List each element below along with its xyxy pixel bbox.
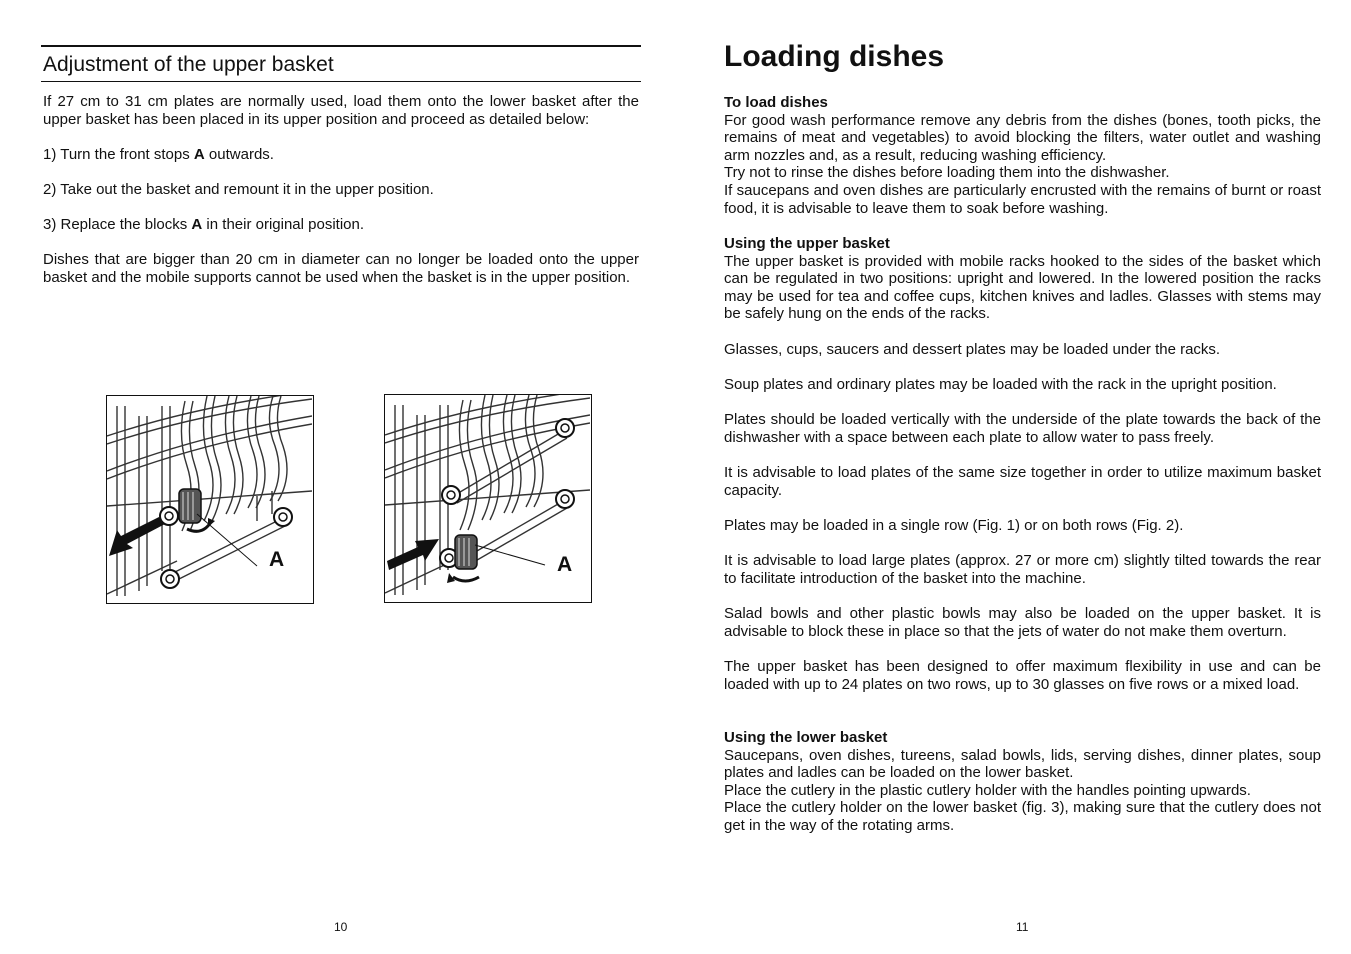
section-heading: To load dishes [724,94,828,111]
step-1: 1) Turn the front stops A outwards. [43,146,274,163]
page-number: 10 [334,920,348,934]
step-3: 3) Replace the blocks A in their original position. [43,216,365,233]
paragraph: It is advisable to load plates of the same size together in order to utilize maximum basket capacity. [724,464,1321,499]
to-load-dishes-section [724,94,1321,217]
page-title: Loading dishes [724,40,945,73]
paragraph: The upper basket has been designed to offer maximum flexibility in use and can be loaded with up to 24 plates on two rows, up to 30 glasses on five rows or a mixed load. [724,658,1321,693]
rotate-arrow-icon [453,577,479,581]
paragraph: Plates should be loaded vertically with the underside of the plate towards the back of the dishwasher with a space between each plate to allow water to pass freely. [724,411,1321,446]
section-heading: Using the lower basket [724,729,888,746]
paragraph: It is advisable to load large plates (approx. 27 or more cm) slightly tilted towards the rear to facilitate introduction of the basket into the machine. [724,552,1321,587]
front-stop-block [455,535,477,569]
front-stops-outward-illustration [106,395,314,604]
paragraph: The upper basket is provided with mobile racks hooked to the sides of the basket which can be regulated in two positions: upright and lowered. In the lowered position the racks may be used for tea and coffee cups, kitchen knives and ladles. Glasses with stems may be safely hung on the ends of the racks. [724,252,1321,323]
paragraph: Place the cutlery holder on the lower basket (fig. 3), making sure that the cutlery does not get in the way of the rotating arms. [724,799,1321,834]
upper-basket-section [724,235,1321,323]
page-number: 11 [1016,920,1029,934]
note-paragraph: Dishes that are bigger than 20 cm in diameter can no longer be loaded onto the upper basket and the mobile supports cannot be used when the basket is in the upper position. [43,251,639,286]
paragraph: Plates may be loaded in a single row (Fig. 1) or on both rows (Fig. 2). [724,517,1184,534]
intro-paragraph: If 27 cm to 31 cm plates are normally used, load them onto the lower basket after the upper basket has been placed in its upper position and proceed as detailed below: [43,93,639,128]
paragraph: Glasses, cups, saucers and dessert plates may be loaded under the racks. [724,341,1221,358]
section-header [41,45,641,82]
paragraph: Soup plates and ordinary plates may be loaded with the rack in the upright position. [724,376,1277,393]
basket-illustration-right [385,395,590,601]
paragraph: Place the cutlery in the plastic cutlery holder with the handles pointing upwards. [724,781,1251,799]
section-title: Adjustment of the upper basket [43,53,334,76]
lower-basket-section [724,729,1321,835]
paragraph: If saucepans and oven dishes are particularly encrusted with the remains of burnt or roast food, it is advisable to leave them to soak before washing. [724,181,1321,217]
figure-label-a-right: A [557,553,573,576]
paragraph: Saucepans, oven dishes, tureens, salad bowls, lids, serving dishes, dinner plates, soup plates and ladles can be loaded on the lower basket. [724,746,1321,782]
step-2: 2) Take out the basket and remount it in the upper position. [43,181,434,198]
blocks-replaced-illustration [384,394,592,603]
paragraph: Try not to rinse the dishes before loading them into the dishwasher. [724,164,1170,182]
figure-label-a-left: A [269,548,285,571]
basket-illustration-left [107,396,312,602]
front-stop-block [179,489,201,523]
paragraph: Salad bowls and other plastic bowls may also be loaded on the upper basket. It is advisable to block these in place so that the jets of water do not make them overturn. [724,605,1321,640]
right-page [676,0,1351,954]
paragraph: For good wash performance remove any debris from the dishes (bones, tooth picks, the remains of meat and vegetables) to avoid blocking the filters, water outlet and washing arm nozzles and, as a result, reducing washing efficiency. [724,111,1321,164]
section-heading: Using the upper basket [724,235,890,252]
